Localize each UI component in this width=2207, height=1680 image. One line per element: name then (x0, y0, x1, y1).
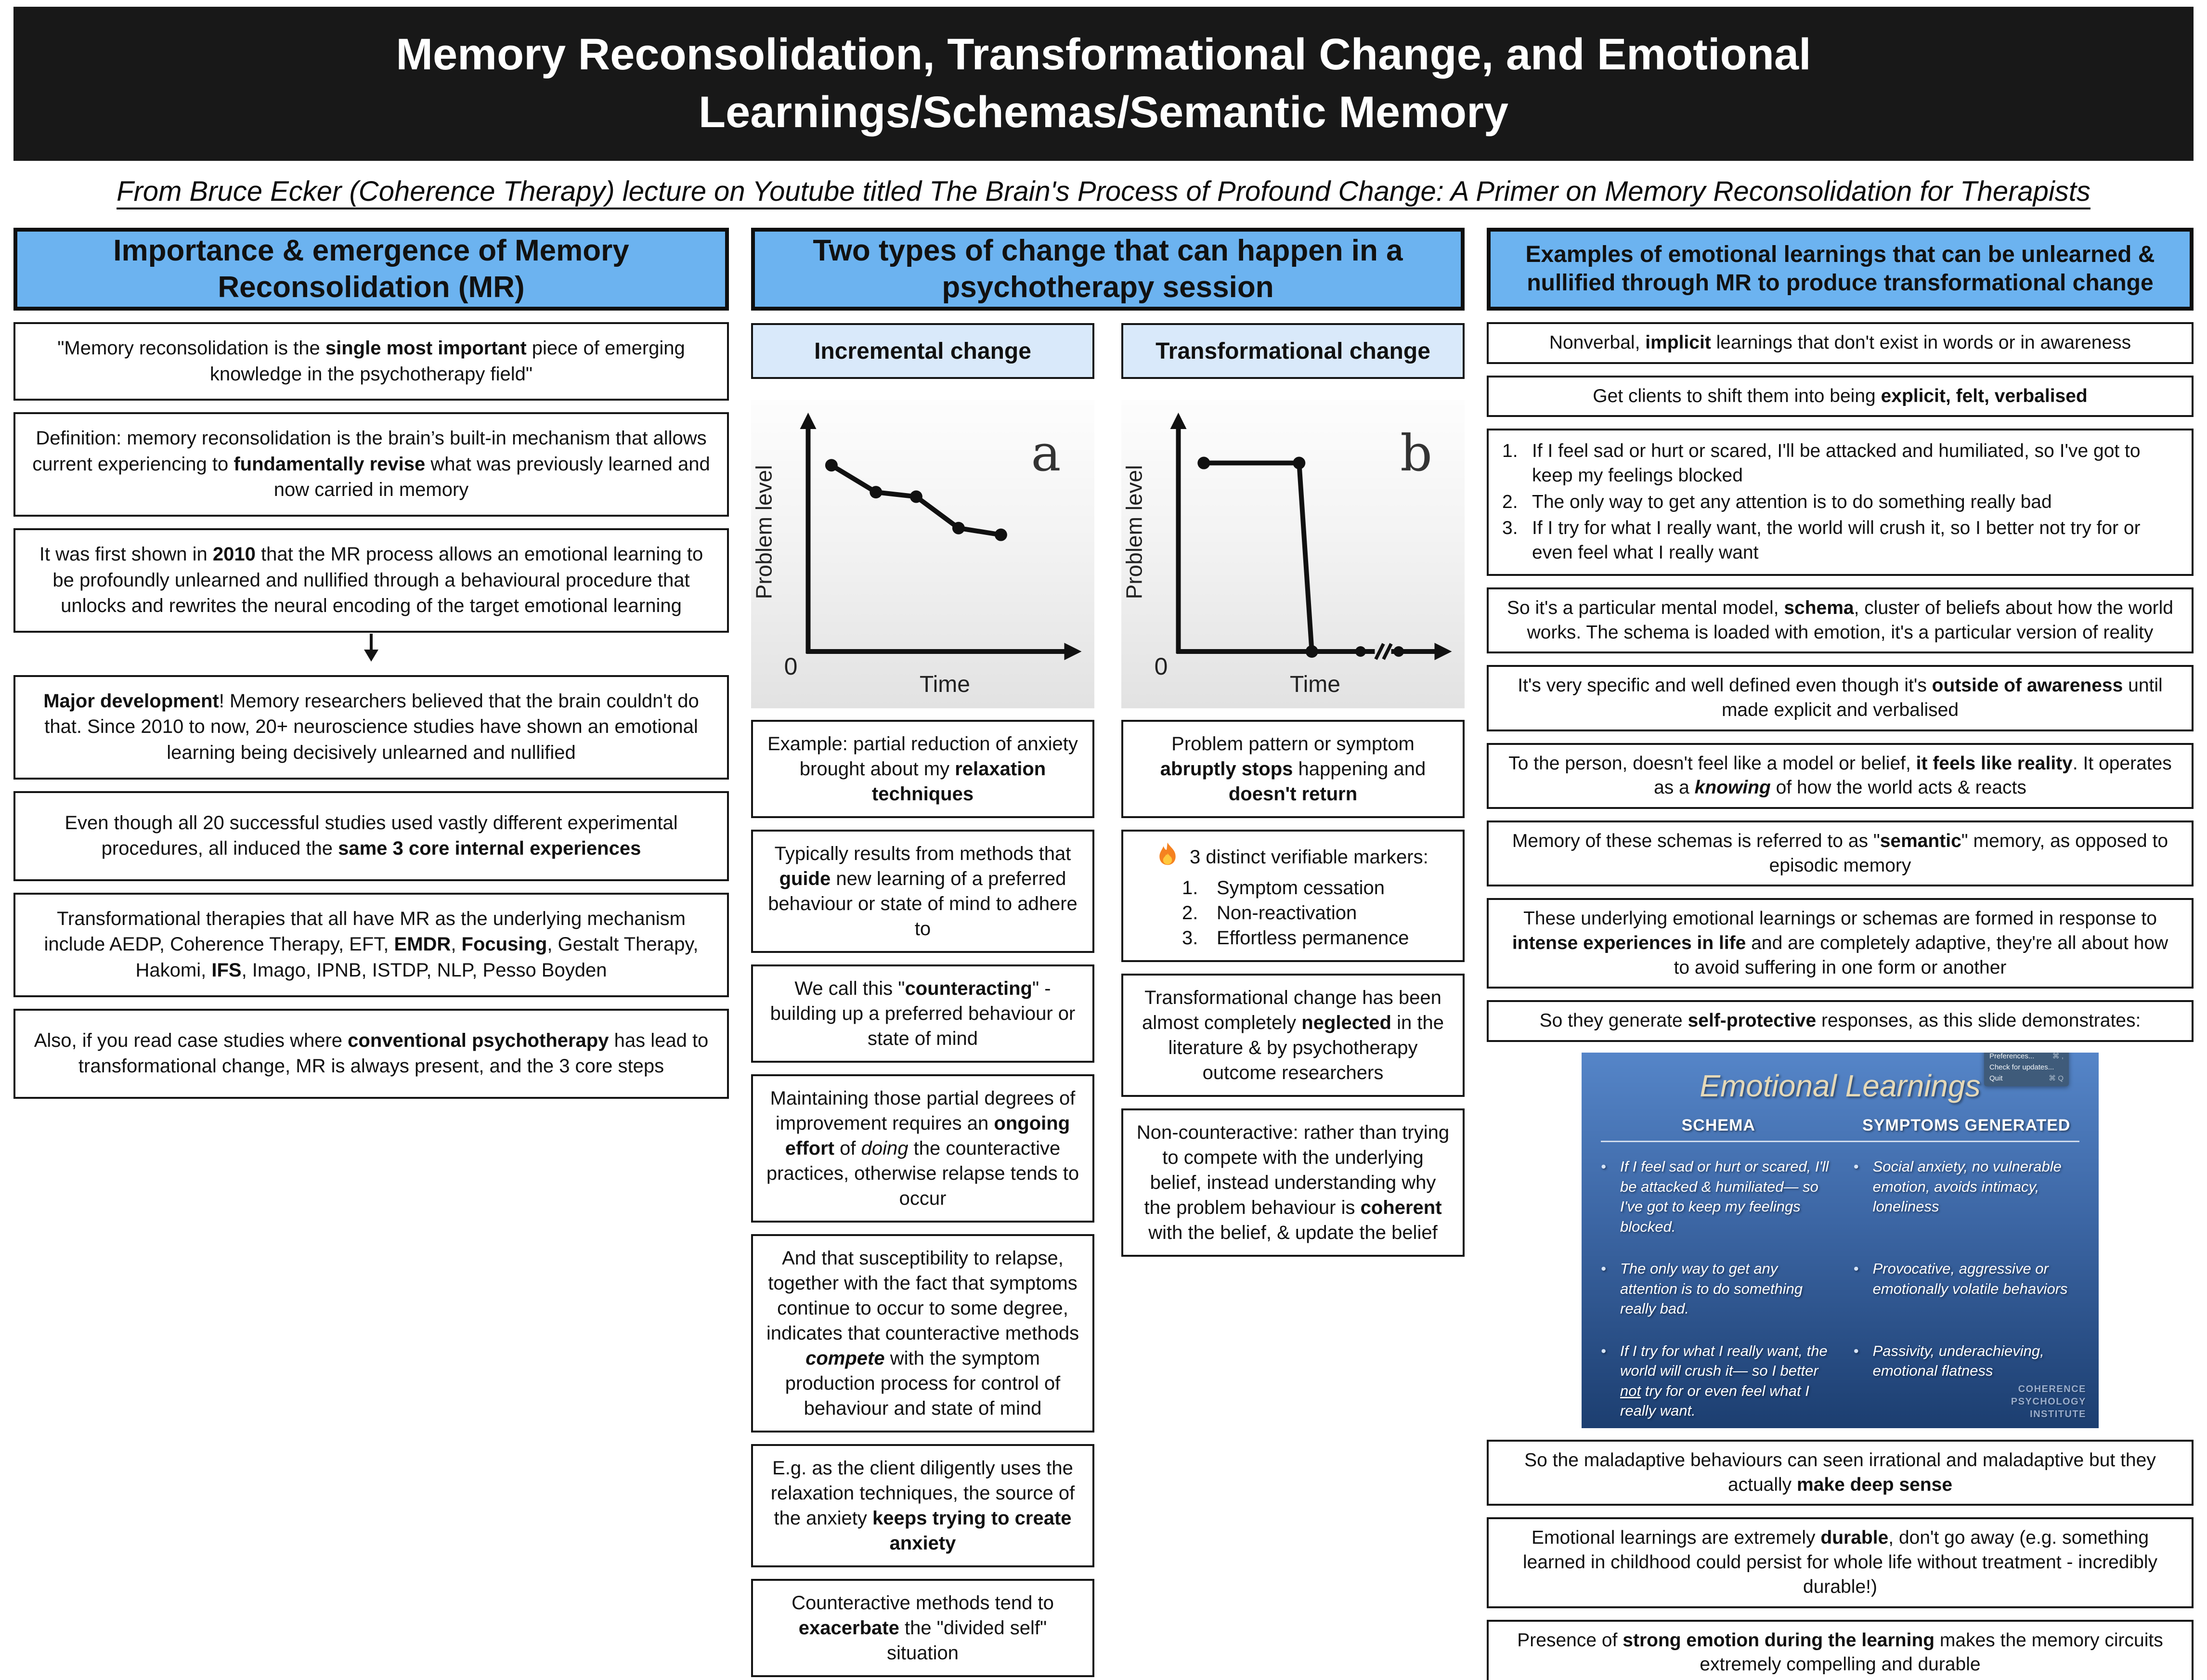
box-maintaining-improvement: Maintaining those partial degrees of improvement requires an ongoing effort of doing the counteractive practices, otherwise relapse tends to occur (751, 1074, 1094, 1223)
slide-schema-header: SCHEMA (1681, 1116, 1755, 1135)
down-arrow-icon (13, 633, 729, 664)
box-definition: Definition: memory reconsolidation is the brain’s built-in mechanism that allows current experiencing to fundamentally revise what was previously learned and now carried in memory (13, 412, 729, 517)
box-non-counteractive: Non-counteractive: rather than trying to compete with the underlying belief, instead understanding why the problem behaviour is coherent with the belief, & update the belief (1121, 1108, 1465, 1257)
menu-item-preferences[interactable]: Preferences... ⌘ , (1989, 1053, 2064, 1061)
svg-text:0: 0 (1154, 653, 1168, 680)
subcolumn-transformational (1121, 311, 1465, 1677)
box-semantic-memory: Memory of these schemas is referred to as "semantic" memory, as opposed to episodic memory (1487, 820, 2194, 886)
box-intense-experiences: These underlying emotional learnings or schemas are formed in response to intense experiences in life and are completely adaptive, they're all about how to avoid suffering in one form or another (1487, 898, 2194, 989)
box-eg-client: E.g. as the client diligently uses the relaxation techniques, the source of the anxiety keeps trying to create anxiety (751, 1444, 1094, 1567)
column-header-importance: Importance & emergence of Memory Reconsolidation (MR) (13, 228, 729, 311)
box-schema-mental-model: So it's a particular mental model, schema, cluster of beliefs about how the world works. The schema is loaded with emotion, it's a particular version of reality (1487, 587, 2194, 653)
menu-item-quit[interactable]: Quit ⌘ Q (1989, 1074, 2064, 1082)
svg-text:0: 0 (784, 653, 798, 680)
fire-icon (1155, 841, 1180, 873)
box-mr-quote: "Memory reconsolidation is the single most important piece of emerging knowledge in the psychotherapy field" (13, 322, 729, 401)
slide-title: Emotional Learnings (1700, 1068, 1981, 1104)
app-menu (1984, 1053, 2069, 1086)
box-feels-like-reality: To the person, doesn't feel like a model or belief, it feels like reality. It operates as a knowing of how the world acts & reacts (1487, 743, 2194, 809)
list-item: 1. If I feel sad or hurt or scared, I'll be attacked and humiliated, so I've got to keep my feelings blocked (1502, 441, 2141, 486)
svg-text:Time: Time (920, 672, 970, 697)
bullet-icon: • (1853, 1342, 1859, 1359)
slide-schema-bullet-2: • The only way to get any attention is to do something really bad. (1601, 1259, 1836, 1319)
emotional-learnings-slide (1582, 1053, 2099, 1428)
slide-schema-bullet-1: • If I feel sad or hurt or scared, I'll be attacked & humiliated— so I've got to keep my feelings blocked. (1601, 1157, 1836, 1237)
box-example-learnings-list (1487, 429, 2194, 575)
column-header-two-types: Two types of change that can happen in a psychotherapy session (751, 228, 1465, 311)
box-exacerbate-divided-self: Counteractive methods tend to exacerbate the "divided self" situation (751, 1579, 1094, 1677)
box-neglected: Transformational change has been almost completely neglected in the literature & by psychotherapy outcome researchers (1121, 974, 1465, 1097)
lecture-source-link[interactable]: From Bruce Ecker (Coherence Therapy) lecture on Youtube titled The Brain's Process of Profound Change: A Primer on Memory Reconsolidation for Therapists (117, 176, 2090, 207)
bullet-icon: • (1853, 1260, 1859, 1277)
transformational-change-chart (1121, 400, 1465, 708)
box-abruptly-stops: Problem pattern or symptom abruptly stops happening and doesn't return (1121, 720, 1465, 818)
subheader-incremental-change: Incremental change (751, 323, 1094, 379)
slide-symptom-bullet-2: • Provocative, aggressive or emotionally volatile behaviors (1854, 1259, 2079, 1319)
bullet-icon: • (1853, 1158, 1859, 1175)
box-20-studies: Even though all 20 successful studies used vastly different experimental procedures, all induced the same 3 core internal experiences (13, 791, 729, 881)
box-typically-results: Typically results from methods that guide new learning of a preferred behaviour or state of mind to adhere to (751, 830, 1094, 953)
box-transformational-therapies: Transformational therapies that all have MR as the underlying mechanism include AEDP, Coherence Therapy, EFT, EMDR, Focusing, Gestalt Therapy, Hakomi, IFS, Imago, IPNB, ISTDP, NLP, Pesso Boyden (13, 893, 729, 997)
box-example-relaxation: Example: partial reduction of anxiety brought about my relaxation techniques (751, 720, 1094, 818)
list-item-symptom-cessation: 1. Symptom cessation (1182, 877, 1385, 899)
bullet-icon: • (1601, 1342, 1606, 1359)
box-outside-awareness: It's very specific and well defined even though it's outside of awareness until made explicit and verbalised (1487, 665, 2194, 731)
column-importance (13, 228, 729, 1099)
page-title-line2: Learnings/Schemas/Semantic Memory (698, 88, 1509, 137)
slide-schema-bullet-3: • If I try for what I really want, the world will crush it— so I better not try for or even feel what I really want. (1601, 1341, 1836, 1421)
columns-container (13, 228, 2194, 1680)
box-three-markers (1121, 830, 1465, 962)
svg-text:Time: Time (1290, 672, 1340, 697)
box-nonverbal-implicit: Nonverbal, implicit learnings that don't exist in words or in awareness (1487, 322, 2194, 364)
box-self-protective: So they generate self-protective responses, as this slide demonstrates: (1487, 1000, 2194, 1042)
box-counteracting: We call this "counteracting" - building up a preferred behaviour or state of mind (751, 964, 1094, 1063)
box-shift-explicit: Get clients to shift them into being explicit, felt, verbalised (1487, 376, 2194, 417)
column-emotional-learnings (1487, 228, 2194, 1680)
svg-text:Problem level: Problem level (751, 465, 777, 599)
subheader-transformational-change: Transformational change (1121, 323, 1465, 379)
box-durable: Emotional learnings are extremely durable, don't go away (e.g. something learned in childhood could persist for whole life without treatment - incredibly durable!) (1487, 1517, 2194, 1608)
box-conventional-psychotherapy: Also, if you read case studies where conventional psychotherapy has lead to transformational change, MR is always present, and the 3 core steps (13, 1009, 729, 1099)
box-major-development: Major development! Memory researchers believed that the brain couldn't do that. Since 2010 to now, 20+ neuroscience studies have shown an emotional learning being decisively unlearned and nullified (13, 675, 729, 780)
coherence-psychology-institute-logo: COHERENCE PSYCHOLOGY INSTITUTE (2011, 1384, 2086, 1420)
slide-symptom-bullet-1: • Social anxiety, no vulnerable emotion, avoids intimacy, loneliness (1854, 1157, 2079, 1237)
column-header-examples: Examples of emotional learnings that can be unlearned & nullified through MR to produce transformational change (1487, 228, 2194, 311)
box-first-shown-2010: It was first shown in 2010 that the MR process allows an emotional learning to be profoundly unlearned and nullified through a behavioural procedure that unlocks and rewrites the neural encoding of the target emotional learning (13, 528, 729, 633)
bullet-icon: • (1601, 1260, 1606, 1277)
markers-intro-text: 3 distinct verifiable markers: (1190, 846, 1428, 868)
slide-divider (1601, 1141, 2079, 1142)
slide-symptom-bullet-3: • Passivity, underachieving, emotional flatness (1854, 1341, 2079, 1421)
slide-symptoms-header: SYMPTOMS GENERATED (1862, 1116, 2071, 1135)
list-item-non-reactivation: 2. Non-reactivation (1182, 902, 1357, 924)
list-item: 2. The only way to get any attention is to do something really bad (1502, 491, 2052, 512)
list-item: 3. If I try for what I really want, the world will crush it, so I better not try for or even feel what I really want (1502, 518, 2141, 563)
page-title-line1: Memory Reconsolidation, Transformational Change, and Emotional (396, 30, 1811, 79)
box-strong-emotion: Presence of strong emotion during the learning makes the memory circuits extremely compelling and durable (1487, 1620, 2194, 1680)
incremental-change-chart (751, 400, 1094, 708)
title-banner (13, 7, 2194, 161)
column-two-types-of-change (751, 228, 1465, 1677)
menu-item-check-for-updates[interactable]: Check for updates... (1989, 1063, 2054, 1071)
list-item-effortless-permanence: 3. Effortless permanence (1182, 927, 1409, 949)
svg-text:a: a (1031, 424, 1061, 482)
box-susceptibility-relapse: And that susceptibility to relapse, together with the fact that symptoms continue to occur to some degree, indicates that counteractive methods compete with the symptom production process for control of behaviour and state of mind (751, 1234, 1094, 1433)
svg-text:Problem level: Problem level (1121, 465, 1147, 599)
subcolumn-incremental (751, 311, 1094, 1677)
bullet-icon: • (1601, 1158, 1606, 1175)
svg-text:b: b (1400, 424, 1432, 482)
box-make-deep-sense: So the maladaptive behaviours can seen irrational and maladaptive but they actually make deep sense (1487, 1440, 2194, 1506)
